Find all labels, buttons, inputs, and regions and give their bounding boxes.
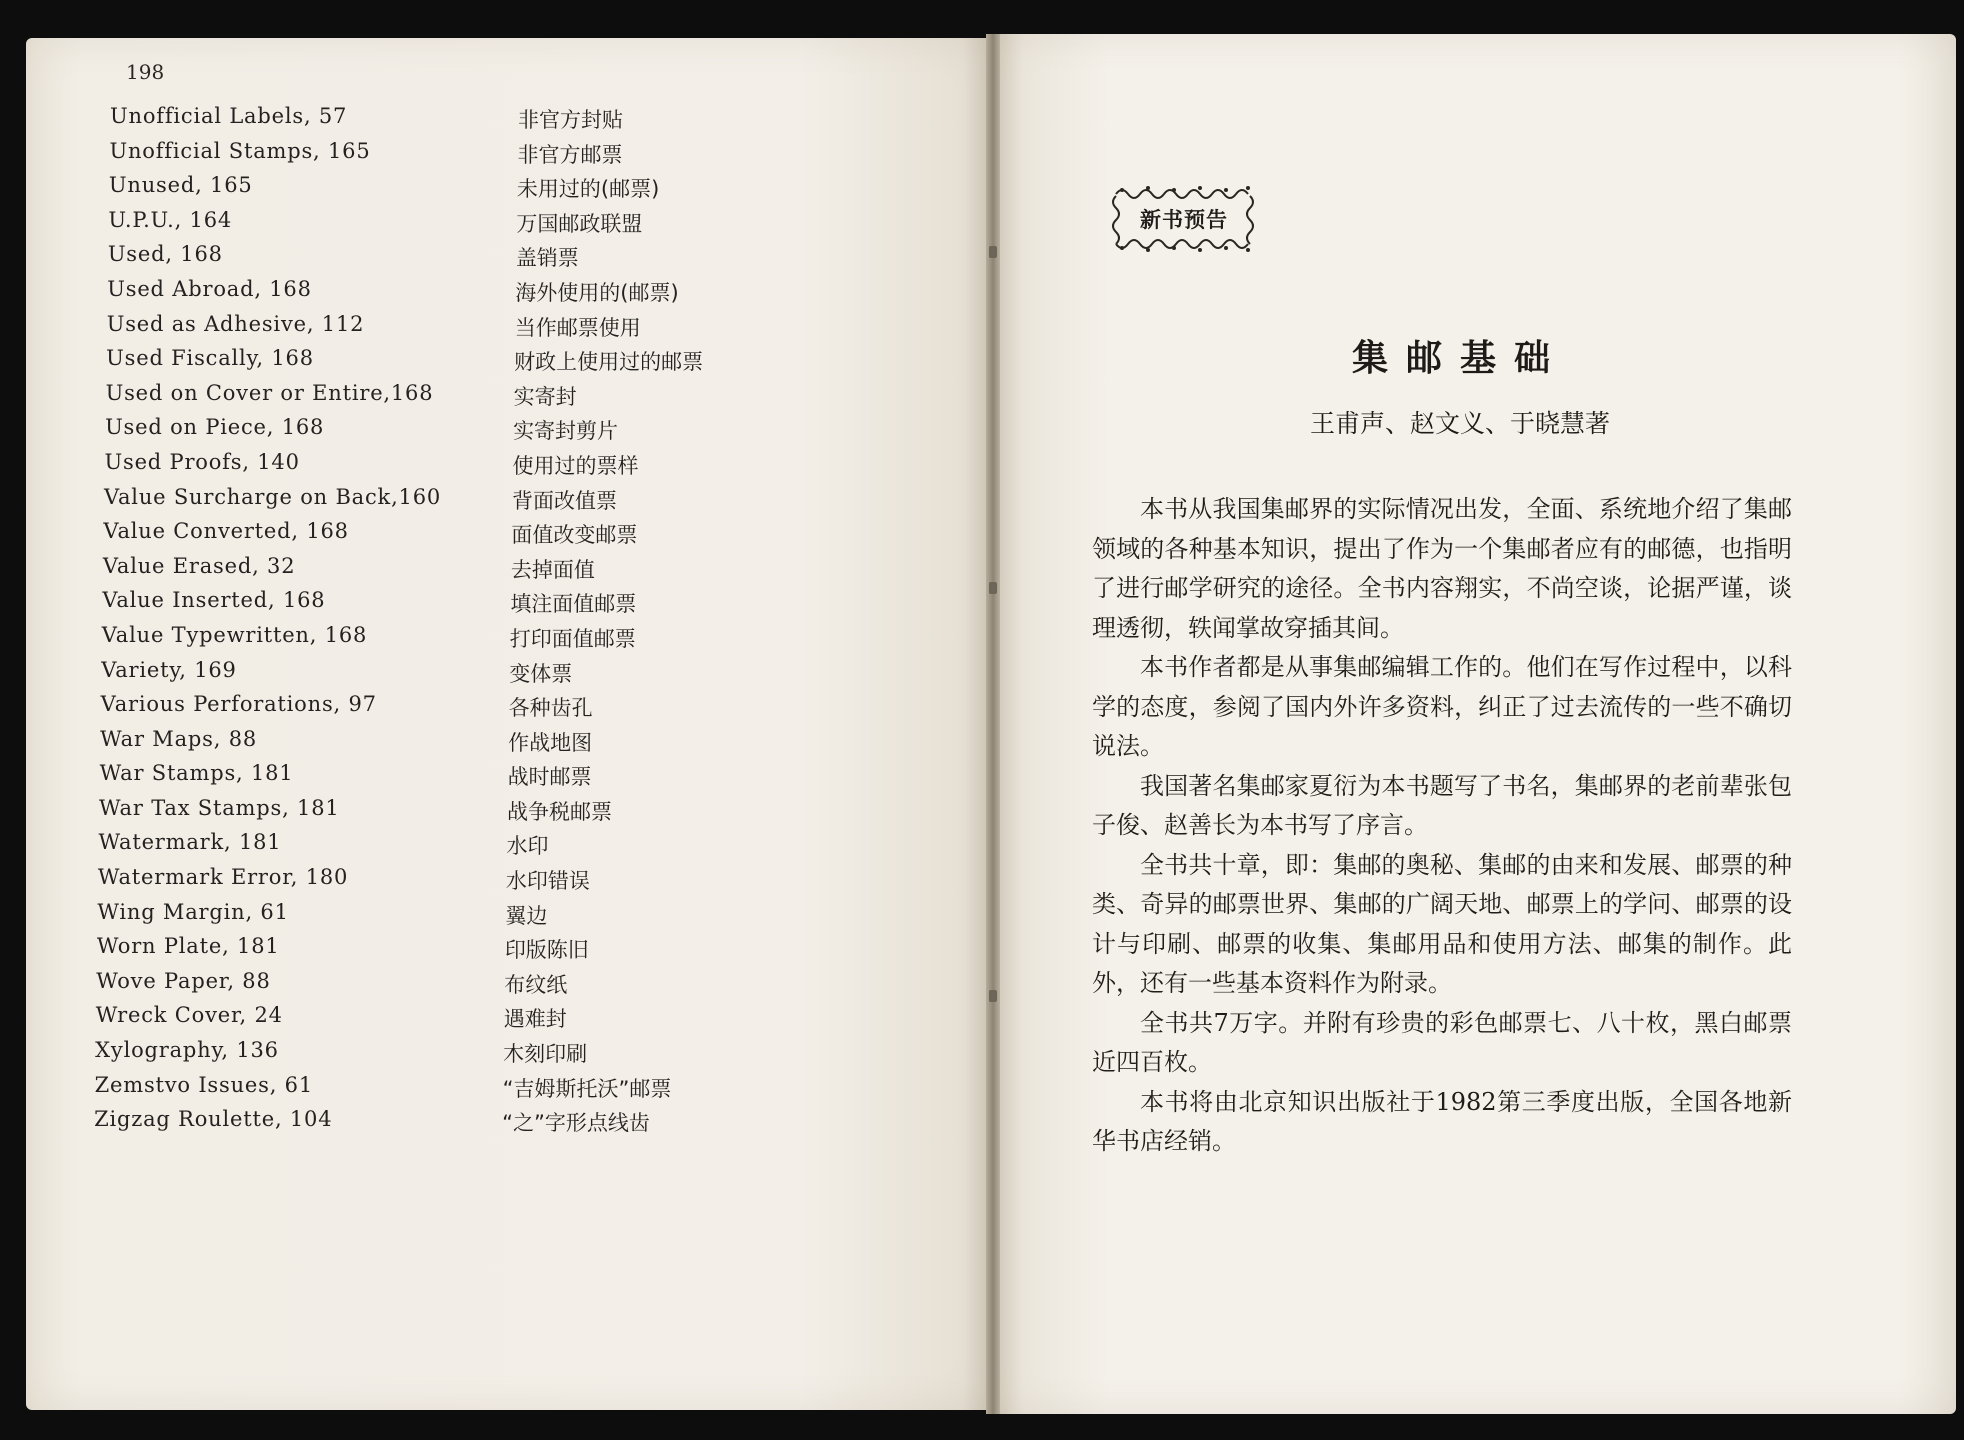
index-term-english: War Maps, 88 [100, 726, 258, 751]
index-term-english: Used Proofs, 140 [104, 449, 300, 474]
description-paragraph: 我国著名集邮家夏衍为本书题写了书名，集邮界的老前辈张包子俊、赵善长为本书写了序言。 [1092, 771, 1792, 839]
index-term-english: Value Inserted, 168 [102, 588, 326, 613]
index-entry [85, 1073, 720, 1108]
index-term-chinese: 变体票 [509, 661, 573, 686]
index-term-english: Used as Adhesive, 112 [106, 311, 365, 336]
index-term-chinese: 作战地图 [508, 730, 593, 755]
index-term-chinese: 盖销票 [515, 246, 579, 271]
index-term-chinese: 布纹纸 [504, 972, 568, 997]
index-entry [87, 934, 720, 969]
index-term-chinese: 遇难封 [503, 1007, 567, 1032]
index-term-english: Value Surcharge on Back,160 [103, 484, 442, 509]
index-term-chinese: 当作邮票使用 [514, 315, 641, 340]
index-term-english: War Stamps, 181 [99, 761, 294, 786]
description-paragraph: 本书将由北京知识出版社于1982第三季度出版，全国各地新华书店经销。 [1092, 1087, 1792, 1155]
index-term-english: Watermark Error, 180 [97, 865, 349, 890]
index-term-english: Various Perforations, 97 [100, 692, 377, 717]
index-entry [84, 1107, 720, 1142]
index-term-english: Value Typewritten, 168 [101, 622, 368, 647]
index-entry [94, 485, 720, 520]
index-term-chinese: 去掉面值 [510, 557, 595, 582]
index-term-chinese: 战时邮票 [507, 765, 592, 790]
index-entry [99, 139, 720, 174]
page-number: 198 [126, 60, 165, 84]
index-term-english: Used on Piece, 168 [105, 415, 325, 440]
index-entry [97, 277, 720, 312]
index-entry [100, 104, 720, 139]
index-term-english: Zigzag Roulette, 104 [94, 1107, 333, 1132]
index-term-chinese: 实寄封 [513, 384, 577, 409]
glossary-index-list [94, 104, 720, 1142]
index-term-chinese: 非官方邮票 [517, 142, 623, 167]
index-term-chinese: 水印 [506, 834, 549, 859]
index-term-chinese: “之”字形点线齿 [502, 1111, 650, 1136]
index-term-english: Used Abroad, 168 [107, 276, 312, 301]
new-book-banner [1108, 182, 1258, 256]
index-term-chinese: 使用过的票样 [512, 453, 639, 478]
index-term-chinese: 水印错误 [505, 869, 590, 894]
index-entry [96, 346, 720, 381]
index-entry [92, 588, 720, 623]
index-term-english: Unused, 165 [108, 173, 253, 198]
index-term-english: Used Fiscally, 168 [106, 346, 314, 371]
index-entry [87, 900, 720, 935]
index-term-english: Worn Plate, 181 [96, 934, 280, 959]
description-paragraph: 本书从我国集邮界的实际情况出发，全面、系统地介绍了集邮领域的各种基本知识，提出了作为一个集邮者应有的邮德，也指明了进行邮学研究的途径。全书内容翔实，不尚空谈，论据严谨，谈理透彻，轶闻掌故穿插其间。 [1092, 495, 1792, 642]
index-entry [96, 381, 720, 416]
index-entry [95, 415, 720, 450]
index-entry [86, 969, 720, 1004]
index-term-english: Used, 168 [107, 242, 223, 267]
index-entry [88, 830, 720, 865]
index-term-chinese: 非官方封贴 [518, 108, 623, 132]
staple [989, 246, 997, 258]
index-term-chinese: 木刻印刷 [503, 1042, 588, 1067]
index-term-chinese: 财政上使用过的邮票 [514, 350, 704, 375]
index-term-chinese: 未用过的(邮票) [516, 177, 660, 202]
index-term-chinese: 印版陈旧 [504, 938, 589, 963]
index-term-chinese: 战争税邮票 [507, 799, 612, 824]
index-term-english: Zemstvo Issues, 61 [94, 1072, 313, 1097]
index-entry [91, 692, 720, 727]
index-term-chinese: 各种齿孔 [508, 696, 593, 721]
staple [989, 990, 997, 1002]
index-entry [93, 554, 720, 589]
index-entry [92, 623, 720, 658]
book-title: 集邮基础 [1351, 338, 1568, 379]
index-term-chinese: 背面改值票 [511, 488, 617, 513]
index-entry [99, 173, 720, 208]
index-term-english: Unofficial Stamps, 165 [109, 138, 371, 163]
index-entry [89, 796, 720, 831]
index-entry [86, 1003, 720, 1038]
index-term-english: Unofficial Labels, 57 [110, 104, 348, 128]
index-term-english: War Tax Stamps, 181 [99, 795, 340, 820]
index-entry [95, 450, 721, 485]
index-term-english: Watermark, 181 [98, 830, 282, 855]
index-term-chinese: 海外使用的(邮票) [515, 280, 679, 305]
index-entry [91, 658, 720, 693]
description-paragraph: 本书作者都是从事集邮编辑工作的。他们在写作过程中，以科学的态度，参阅了国内外许多资料，纠正了过去流传的一些不确切说法。 [1092, 653, 1792, 760]
index-term-chinese: 填注面值邮票 [510, 592, 637, 617]
book-description [1092, 490, 1792, 1162]
index-term-english: Wing Margin, 61 [97, 899, 289, 924]
index-term-english: Wreck Cover, 24 [95, 1003, 283, 1028]
index-term-english: Variety, 169 [101, 657, 237, 682]
index-entry [98, 242, 720, 277]
description-paragraph: 全书共十章，即：集邮的奥秘、集邮的由来和发展、邮票的种类、奇异的邮票世界、集邮的广阔天地、邮票上的学问、邮票的设计与印刷、邮票的收集、集邮用品和使用方法、邮集的制作。此外，还有一些基本资料作为附录。 [1092, 850, 1792, 997]
index-term-english: Wove Paper, 88 [96, 968, 271, 993]
index-entry [90, 761, 720, 796]
index-entry [93, 519, 720, 554]
book-spine [986, 34, 1000, 1414]
index-entry [88, 865, 720, 900]
index-entry [98, 208, 720, 243]
banner-label: 新书预告 [1128, 204, 1240, 234]
index-term-chinese: 面值改变邮票 [511, 523, 638, 548]
index-term-english: Value Converted, 168 [103, 519, 349, 544]
index-term-english: U.P.U., 164 [108, 207, 233, 232]
index-term-english: Xylography, 136 [95, 1038, 279, 1063]
index-term-chinese: 翼边 [505, 903, 548, 928]
index-term-chinese: “吉姆斯托沃”邮票 [502, 1076, 672, 1101]
index-entry [97, 312, 720, 347]
staple [989, 582, 997, 594]
index-entry [85, 1038, 720, 1073]
index-term-chinese: 万国邮政联盟 [516, 211, 643, 236]
book-authors: 王甫声、赵文义、于晓慧著 [1309, 409, 1610, 438]
index-term-chinese: 打印面值邮票 [509, 626, 636, 651]
index-term-english: Value Erased, 32 [102, 553, 296, 578]
description-paragraph: 全书共7万字。并附有珍贵的彩色邮票七、八十枚，黑白邮票近四百枚。 [1092, 1008, 1792, 1076]
index-term-chinese: 实寄封剪片 [513, 419, 619, 444]
index-term-english: Used on Cover or Entire,168 [105, 380, 434, 405]
index-entry [90, 727, 720, 762]
